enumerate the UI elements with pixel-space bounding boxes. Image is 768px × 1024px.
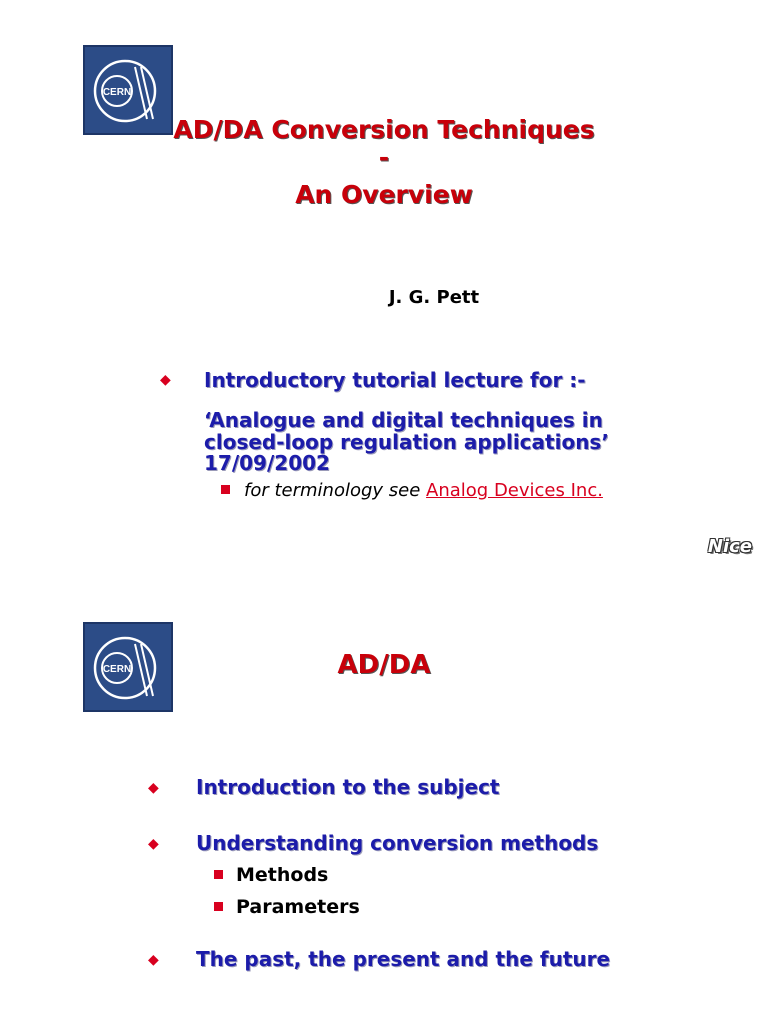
quote-line1: ‘Analogue and digital techniques in xyxy=(204,408,603,432)
cern-logo-text: CERN xyxy=(102,664,132,675)
bullet-past-present-future: The past, the present and the future xyxy=(196,947,611,971)
bullet-intro: Introductory tutorial lecture for :- xyxy=(204,368,586,392)
square-bullet-icon xyxy=(221,485,230,494)
bullet-understanding: Understanding conversion methods xyxy=(196,831,599,855)
bullet-introduction: Introduction to the subject xyxy=(196,775,500,799)
diamond-bullet-icon: ◆ xyxy=(148,952,159,968)
author-name: J. G. Pett xyxy=(388,287,480,308)
square-bullet-icon xyxy=(214,870,223,879)
sub-bullet-methods: Methods xyxy=(236,864,329,886)
slide-title: AD/DA xyxy=(337,650,431,680)
sub-bullet-parameters: Parameters xyxy=(236,896,360,918)
diamond-bullet-icon: ◆ xyxy=(160,372,171,388)
terminology-prefix: for terminology see xyxy=(244,480,427,501)
diamond-bullet-icon: ◆ xyxy=(148,780,159,796)
cern-logo-text: CERN xyxy=(102,87,132,98)
diamond-bullet-icon: ◆ xyxy=(148,836,159,852)
square-bullet-icon xyxy=(214,902,223,911)
quote-line2: closed-loop regulation applications’ xyxy=(204,430,609,454)
terminology-note xyxy=(244,480,603,501)
lecture-date: 17/09/2002 xyxy=(204,451,330,475)
slide-title-dash: - xyxy=(378,143,390,172)
slide-title-line2: An Overview xyxy=(295,180,473,209)
slide-2 xyxy=(0,590,768,1024)
slide-title-line1: AD/DA Conversion Techniques xyxy=(173,115,595,144)
analog-devices-link[interactable]: Analog Devices Inc. xyxy=(426,480,603,501)
nice-signature: Nice xyxy=(707,536,752,557)
